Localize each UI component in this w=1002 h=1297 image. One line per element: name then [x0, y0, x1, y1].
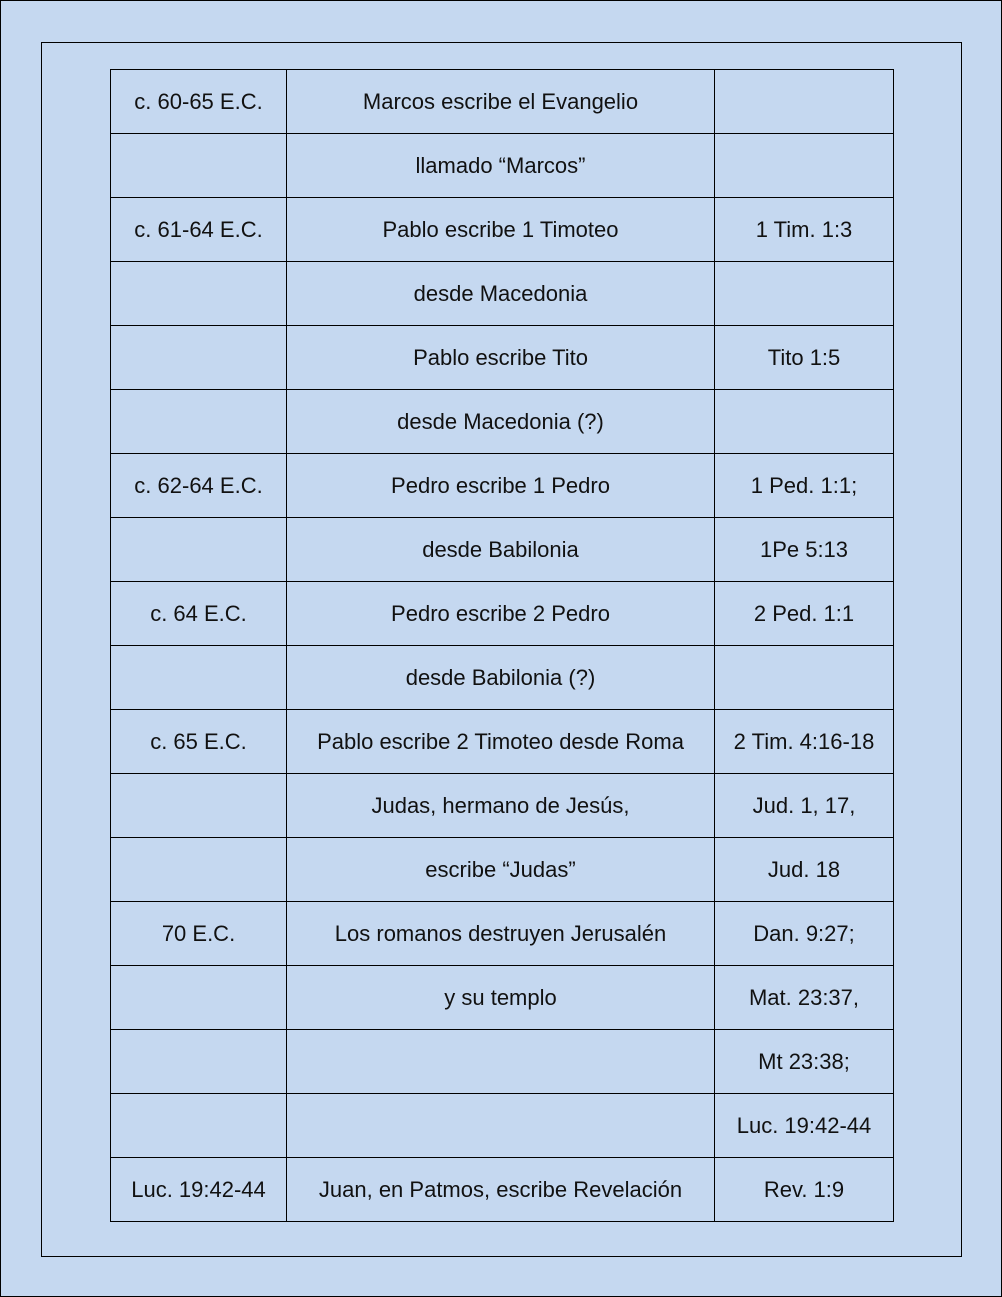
table-row	[111, 710, 894, 774]
event-cell: llamado “Marcos”	[287, 134, 715, 198]
date-cell	[111, 966, 287, 1030]
event-cell: Pedro escribe 2 Pedro	[287, 582, 715, 646]
date-cell	[111, 838, 287, 902]
table-row	[111, 454, 894, 518]
table-row	[111, 1030, 894, 1094]
reference-cell: Tito 1:5	[715, 326, 894, 390]
event-cell: Los romanos destruyen Jerusalén	[287, 902, 715, 966]
reference-cell: Rev. 1:9	[715, 1158, 894, 1222]
event-cell: Judas, hermano de Jesús,	[287, 774, 715, 838]
date-cell: c. 64 E.C.	[111, 582, 287, 646]
reference-cell: Mt 23:38;	[715, 1030, 894, 1094]
table-row	[111, 518, 894, 582]
date-cell: Luc. 19:42-44	[111, 1158, 287, 1222]
table-row	[111, 198, 894, 262]
reference-cell: Jud. 1, 17,	[715, 774, 894, 838]
event-cell: Marcos escribe el Evangelio	[287, 70, 715, 134]
event-cell: Pedro escribe 1 Pedro	[287, 454, 715, 518]
event-cell: Pablo escribe 1 Timoteo	[287, 198, 715, 262]
date-cell	[111, 774, 287, 838]
date-cell	[111, 646, 287, 710]
event-cell: desde Babilonia	[287, 518, 715, 582]
chronology-table-body	[111, 70, 894, 1222]
reference-cell: 2 Tim. 4:16-18	[715, 710, 894, 774]
event-cell	[287, 1094, 715, 1158]
reference-cell: Mat. 23:37,	[715, 966, 894, 1030]
table-row	[111, 646, 894, 710]
date-cell: 70 E.C.	[111, 902, 287, 966]
date-cell	[111, 134, 287, 198]
reference-cell: 2 Ped. 1:1	[715, 582, 894, 646]
date-cell	[111, 518, 287, 582]
date-cell	[111, 1030, 287, 1094]
table-row	[111, 1158, 894, 1222]
date-cell: c. 62-64 E.C.	[111, 454, 287, 518]
reference-cell: 1 Tim. 1:3	[715, 198, 894, 262]
date-cell: c. 61-64 E.C.	[111, 198, 287, 262]
date-cell	[111, 1094, 287, 1158]
event-cell: escribe “Judas”	[287, 838, 715, 902]
event-cell: desde Macedonia	[287, 262, 715, 326]
reference-cell	[715, 134, 894, 198]
table-row	[111, 582, 894, 646]
chronology-table	[110, 69, 894, 1222]
date-cell: c. 65 E.C.	[111, 710, 287, 774]
table-row	[111, 838, 894, 902]
date-cell	[111, 326, 287, 390]
reference-cell	[715, 646, 894, 710]
event-cell: desde Macedonia (?)	[287, 390, 715, 454]
event-cell	[287, 1030, 715, 1094]
reference-cell: Jud. 18	[715, 838, 894, 902]
date-cell	[111, 262, 287, 326]
table-row	[111, 326, 894, 390]
table-row	[111, 774, 894, 838]
reference-cell: Dan. 9:27;	[715, 902, 894, 966]
event-cell: desde Babilonia (?)	[287, 646, 715, 710]
event-cell: Pablo escribe Tito	[287, 326, 715, 390]
reference-cell: 1Pe 5:13	[715, 518, 894, 582]
date-cell	[111, 390, 287, 454]
event-cell: Pablo escribe 2 Timoteo desde Roma	[287, 710, 715, 774]
table-row	[111, 262, 894, 326]
table-row	[111, 1094, 894, 1158]
reference-cell: Luc. 19:42-44	[715, 1094, 894, 1158]
reference-cell: 1 Ped. 1:1;	[715, 454, 894, 518]
reference-cell	[715, 262, 894, 326]
reference-cell	[715, 390, 894, 454]
table-row	[111, 390, 894, 454]
event-cell: y su templo	[287, 966, 715, 1030]
event-cell: Juan, en Patmos, escribe Revelación	[287, 1158, 715, 1222]
table-row	[111, 70, 894, 134]
date-cell: c. 60-65 E.C.	[111, 70, 287, 134]
table-row	[111, 134, 894, 198]
reference-cell	[715, 70, 894, 134]
table-row	[111, 966, 894, 1030]
table-row	[111, 902, 894, 966]
